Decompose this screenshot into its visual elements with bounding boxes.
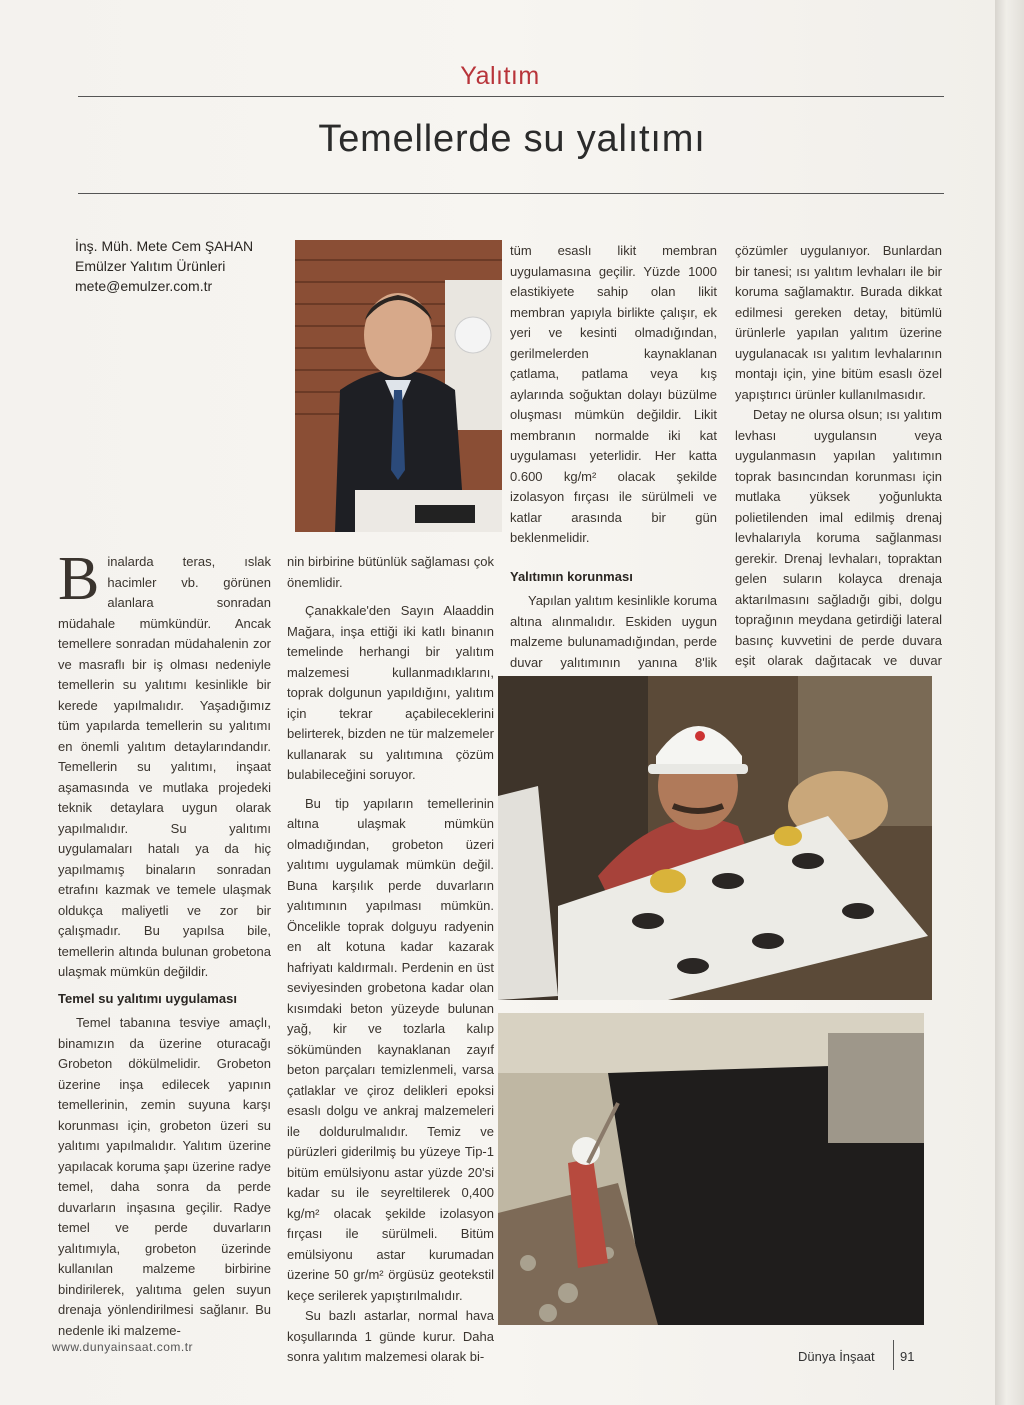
paragraph: Detay ne olursa olsun; ısı yalıtım levhası uygulansın veya uygulanmasın yapılan yalıtımın toprak basıncından korunması için mutlaka yüksek yoğunlukta polietilenden imal edilmiş drenaj levhalarıyla koruma sağlanması gerekir. Drenaj levhaları, topraktan gelen suların kolayca drenaja aktarılmasını sağladığı gibi, dolgu toprağının meydana getirdiği lateral basınç kuvvetini de perde duvara eşit olarak dağıtacak ve duvar (735, 407, 942, 668)
drop-cap: B (58, 545, 100, 613)
page-number: 91 (900, 1349, 915, 1364)
worker-board-illustration (498, 676, 932, 1000)
top-rule (78, 96, 944, 97)
worker-wall-illustration (498, 1013, 924, 1325)
intro-paragraph (58, 545, 271, 983)
worker-wall-photo (498, 1013, 924, 1325)
column-2 (287, 552, 494, 1368)
column-3 (510, 241, 717, 714)
author-photo-illustration (295, 240, 502, 532)
author-email: mete@emulzer.com.tr (75, 278, 213, 294)
paragraph: Bu tip yapıların temellerinin altına ulaşmak mümkün olmadığından, grobeton üzeri yalıtımı uygulamak mümkün değil. Buna karşılık perde duvarların yalıtımının yapılması mümkün. Öncelikle toprak dolguyu radyenin en alt kotuna kadar kazarak hafriyatı kaldırmalı. Perdenin en üst seviyesinden grobetona kadar olan kısımdaki beton yüzeyde bulunan yağ, kir ve tozlarla kalıp sökümünden kaynaklanan zayıf beton parçaları temizlenmeli, varsa çatlaklar ve çiroz delikleri epoksi esaslı dolgu ve ankraj malzemeleri ile doldurulmalıdır. Temiz ve pürüzleri giderilmiş bu yüzeye Tip-1 bitüm emülsiyonu astar yüzde 20'si kadar su ile seyreltilerek 0,400 kg/m² olacak şekilde izolasyon fırçası ile sürülmeli. Bitüm emülsiyonu astar kurumadan üzerine 50 gr/m² örgüsüz geotekstil keçe serilerek yapıştırılmalıdır. (287, 795, 494, 1303)
author-photo (295, 240, 502, 532)
paragraph: Çanakkale'den Sayın Alaaddin Mağara, inşa ettiği iki katlı binanın temelinde herhangi bir yalıtım malzemesi kullanmadıklarını, toprak dolgunun yapıldığını, yalıtım için tekrar açabileceklerini belirterek, bizden ne tür malzemeler kullanarak su yalıtımına çözüm bulabileceğini soruyor. (287, 603, 494, 782)
author-name: İnş. Müh. Mete Cem ŞAHAN (75, 238, 254, 254)
article-title: Temellerde su yalıtımı (318, 118, 706, 160)
paragraph: çözümler uygulanıyor. Bunlardan bir tanesi; ısı yalıtım levhaları ile bir koruma sağlamaktır. Burada dikkat edilmesi gereken detay, bitümlü ürünlerle yapılan yalıtım üzerine uygulanacak ısı yalıtım levhalarının montajı için, yine bitüm esaslı özel yapıştırıcı ürünler kullanılmasıdır. (735, 243, 942, 402)
column-4 (735, 241, 942, 692)
footer-separator (893, 1340, 894, 1370)
author-company: Emülzer Yalıtım Ürünleri (75, 258, 226, 274)
byline (75, 236, 253, 296)
paragraph: nin birbirine bütünlük sağlaması çok önemlidir. (287, 554, 494, 590)
paragraph: Yapılan yalıtım kesinlikle koruma altına alınmalıdır. Eskiden uygun malzeme bulunamadığından, perde duvar yalıtımının yanına 8'lik (510, 593, 717, 670)
paragraph: tüm esaslı likit membran uygulamasına geçilir. Yüzde 1000 elastikiyete sahip olan likit membran yapıyla birlikte çalışır, ek yeri ve kesinti olmadığından, gerilmelerden kaynaklanan çatlama, patlama veya kış aylarında soğuktan dolayı büzülme oluşması mümkün değildir. Likit membranın normalde iki kat uygulaması yeterlidir. Her katta 0.600 kg/m² olacak şekilde izolasyon fırçası ile sürülmeli ve katlar arasında bir gün beklenmelidir. (510, 243, 717, 545)
worker-board-photo (498, 676, 932, 1000)
column-1 (58, 545, 271, 1341)
title-rule (78, 193, 944, 194)
subheading-temel: Temel su yalıtımı uygulaması (58, 990, 237, 1006)
next-page-edge (995, 0, 1024, 1405)
magazine-name: Dünya İnşaat (798, 1349, 875, 1364)
paragraph: Temel tabanına tesviye amaçlı, binamızın da üzerine oturacağı Grobeton dökülmelidir. Grobeton üzerine inşa edilecek yapının temellerinin, zemin suyuna karşı korunması için, grobeton üzeri su yalıtımı yapılmalıdır. Yalıtım üzerine yapılacak koruma şapı üzerine radye temel, daha sonra da perde duvarların inşasına geçilir. Radye temel ve perde duvarların yalıtımıyla, grobeton üzerinde kullanılan malzeme birbirine bindirilerek, yalıtıma gelen suyun drenaja yönlendirilmesi sağlanır. Bu nedenle iki malzeme- (58, 1015, 271, 1338)
paragraph: Su bazlı astarlar, normal hava koşullarında 1 günde kurur. Daha sonra yalıtım malzemesi olarak bi- (287, 1308, 494, 1364)
website-url: www.dunyainsaat.com.tr (52, 1340, 194, 1354)
subheading-korunmasi: Yalıtımın korunması (510, 568, 633, 584)
intro-text: inalarda teras, ıslak hacimler vb. görünen alanlara sonradan müdahale mümkündür. Ancak temellere sonradan müdahalenin zor ve masraflı bir iş olması nedeniyle temellerin su yalıtımı kesinlikle bir kerede yapılmalıdır. Yaşadığımız tüm yapılarda temellerin su yalıtımı en önemli yalıtım detaylarındandır. Temellerin su yalıtımı, inşaat aşamasında ve mutlaka projedeki teknik detaylara uygun olarak yapılmalıdır. Su yalıtımı uygulamaları hatalı ya da hiç yapılmamış binaların sonradan etrafını kazmak ve temele ulaşmak oldukça maliyetli ve zor bir çalışmadır. Bu yapılsa bile, temellerin altında bulunan grobetona ulaşmak mümkün değildir. (58, 554, 271, 979)
section-label: Yalıtım (460, 62, 540, 90)
